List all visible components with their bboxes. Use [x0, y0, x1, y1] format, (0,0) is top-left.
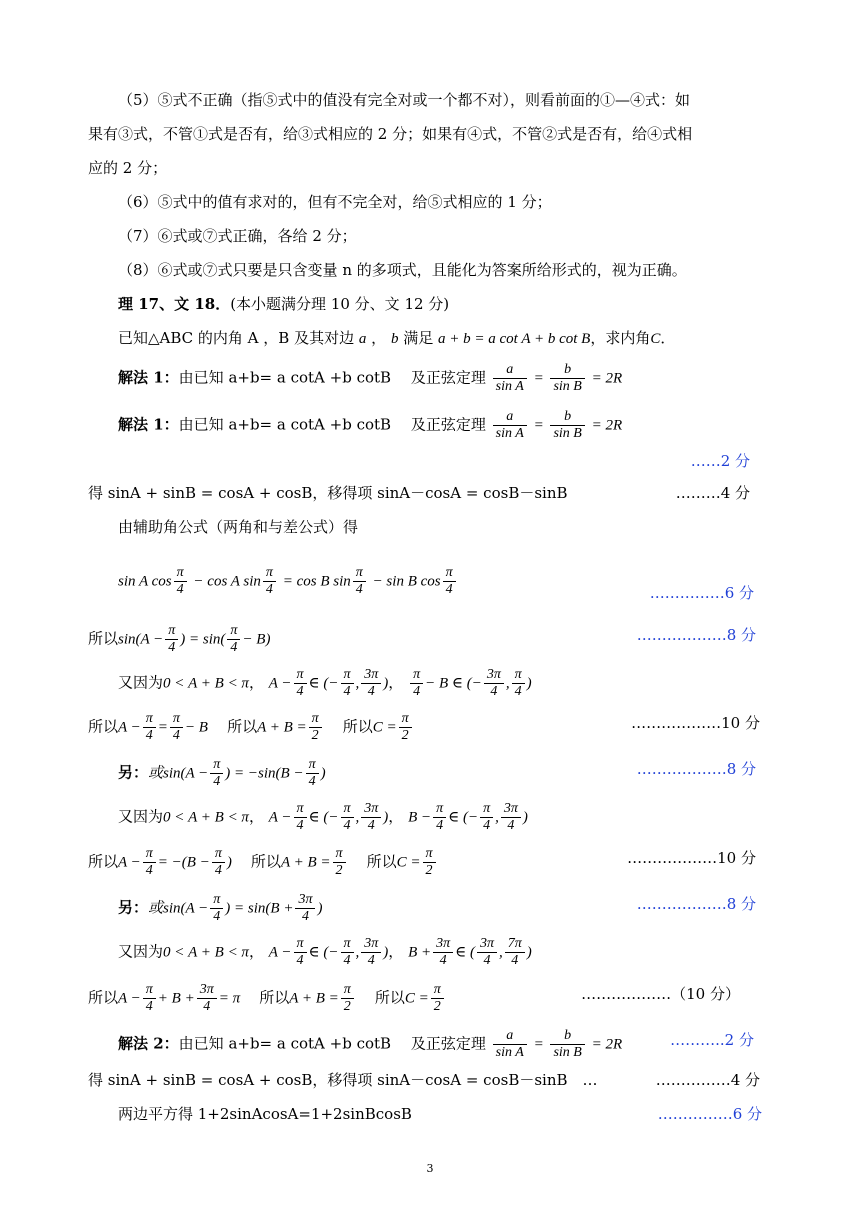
method1-given-2: 解法 1：由已知 a+b= a cotA +b cotB 及正弦定理 $\frac{a}{\text{sin A}}$ = $\frac{b}{\text{sin B}}$ = 2R — [118, 409, 623, 441]
comma-1: ， — [371, 329, 387, 347]
sine-law-frac-a-2: $\frac{a}{\text{sin A}}$ — [493, 409, 527, 442]
var-C: C — [650, 331, 661, 347]
note-5-line2: 果有③式，不管①式是否有，给③式相应的 2 分；如果有④式，不管②式是否有，给④式相 — [88, 125, 693, 143]
method2-score-4: ……………4 分 — [655, 1071, 760, 1089]
frac-pi-4: $\frac{\pi}{4}$ — [165, 623, 178, 656]
frac-pi-4: $\frac{\pi}{4}$ — [263, 565, 276, 598]
problem-number: 理 17、文 18． — [118, 295, 231, 313]
score-6: ……………6 分 — [649, 584, 754, 602]
method2-derive: 得 sinA + sinB = cosA + cosB，移得项 sinA－cosA = cosB－sinB … — [88, 1071, 598, 1089]
condition-equation: a + b = a cot A + b cot B — [438, 331, 591, 347]
method2-given: 解法 2：由已知 a+b= a cotA +b cotB 及正弦定理 $\frac{a}{\text{sin A}}$ = $\frac{b}{\text{sin B}}$ = 2R — [118, 1028, 623, 1060]
note-5-line1: （5）⑤式不正确（指⑤式中的值没有完全对或一个都不对），则看前面的①—④式：如 — [118, 91, 691, 109]
alt1-result: 所以A − $\frac{\pi}{4}$ = −(B − $\frac{\pi}{4}$ ) 所以A + B = $\frac{\pi}{2}$ 所以C = $\frac{\pi}{2}$ — [88, 846, 438, 879]
alt2-equation: 另：或sin(A − $\frac{\pi}{4}$ ) = sin(B + $\frac{3\pi}{4}$ ) — [118, 892, 323, 924]
method1-eq6: sin A cos $\frac{\pi}{4}$ − cos A sin $\frac{\pi}{4}$ = cos B sin $\frac{\pi}{4}$ − sin B cos $\frac{\pi}{4}$ — [118, 565, 458, 598]
method1-given-text: 由已知 a+b= a cotA +b cotB 及正弦定理 — [178, 368, 486, 387]
note-6: （6）⑤式中的值有求对的，但有不完全对，给⑤式相应的 1 分； — [118, 193, 552, 211]
method1-label-2: 解法 1： — [118, 415, 179, 434]
alt1-equation: 另：或sin(A − $\frac{\pi}{4}$ ) = −sin(B − $\frac{\pi}{4}$ ) — [118, 757, 326, 789]
frac-pi-4: $\frac{\pi}{4}$ — [227, 623, 240, 656]
alt2-score-8: ………………8 分 — [636, 895, 756, 913]
score-2: ……2 分 — [690, 452, 750, 470]
method1-result-1: 所以A − $\frac{\pi}{4}$ = $\frac{\pi}{4}$ − B 所以A + B = $\frac{\pi}{2}$ 所以C = $\frac{\pi}{2}$ — [88, 711, 414, 744]
statement-part-b: 满足 — [403, 329, 434, 347]
alt1-score-10: ………………10 分 — [627, 849, 756, 867]
var-b: b — [390, 331, 399, 347]
statement-part-c: ，求内角 — [590, 329, 651, 347]
page-number: 3 — [426, 1162, 434, 1175]
problem-points: (本小题满分理 10 分、文 12 分) — [230, 295, 450, 313]
var-a: a — [358, 331, 367, 347]
sine-law-frac-a: $\frac{a}{\text{sin A}}$ — [493, 362, 527, 395]
method1-derive: 得 sinA + sinB = cosA + cosB，移得项 sinA－cosA = cosB－sinB — [88, 484, 568, 502]
sine-law-rhs: = 2R — [591, 370, 623, 387]
alt2-range: 又因为0 < A + B < π， A − $\frac{\pi}{4}$ ∈ (− $\frac{\pi}{4}$ , $\frac{3\pi}{4}$ )， B + $\frac{3\pi}{4}$ ∈ ( $\frac{3\pi}{4}$ , $\frac{7\pi}{4}$ ) — [118, 936, 532, 968]
problem-header — [118, 294, 449, 314]
method1-given-text-2: 由已知 a+b= a cotA +b cotB 及正弦定理 — [178, 415, 486, 434]
method2-label: 解法 2： — [118, 1034, 179, 1053]
frac-pi-4: $\frac{\pi}{4}$ — [353, 565, 366, 598]
note-5-line3: 应的 2 分； — [88, 159, 168, 177]
note-7: （7）⑥式或⑦式正确，各给 2 分； — [118, 227, 357, 245]
statement-part-a: 已知△ABC 的内角 A ，B 及其对边 — [118, 329, 355, 347]
note-8: （8）⑥式或⑦式只要是只含变量 n 的多项式，且能化为答案所给形式的，视为正确。 — [118, 261, 687, 279]
method1-aux: 由辅助角公式（两角和与差公式）得 — [118, 518, 359, 536]
method1-eq8: 所以sin(A − $\frac{\pi}{4}$ ) = sin( $\frac{\pi}{4}$ − B) — [88, 623, 271, 655]
method2-square: 两边平方得 1+2sinAcosA=1+2sinBcosB — [118, 1105, 412, 1123]
alt1-score-8: ………………8 分 — [636, 760, 756, 778]
sine-law-rhs-2: = 2R — [591, 417, 623, 434]
alt1-range: 又因为0 < A + B < π， A − $\frac{\pi}{4}$ ∈ (− $\frac{\pi}{4}$ , $\frac{3\pi}{4}$ )， B − $\frac{\pi}{4}$ ∈ (− $\frac{\pi}{4}$ , $\frac{3\pi}{4}$ ) — [118, 801, 528, 833]
method1-label: 解法 1： — [118, 368, 179, 387]
frac-pi-4: $\frac{\pi}{4}$ — [174, 565, 187, 598]
method1-given-1: 解法 1：由已知 a+b= a cotA +b cotB 及正弦定理 $\frac{a}{\text{sin A}}$ = $\frac{b}{\text{sin B}}$ = 2R — [118, 362, 623, 394]
score-4: ………4 分 — [675, 484, 750, 502]
frac-pi-4: $\frac{\pi}{4}$ — [443, 565, 456, 598]
score-8: ………………8 分 — [636, 626, 756, 644]
method1-range-1: 又因为0 < A + B < π， A − $\frac{\pi}{4}$ ∈ (− $\frac{\pi}{4}$ , $\frac{3\pi}{4}$ )， $\frac{\pi}{4}$ − B ∈ (− $\frac{3\pi}{4}$ , $\frac{\pi}{4}$ ) — [118, 667, 532, 699]
method2-score-6: ……………6 分 — [657, 1105, 762, 1123]
sine-law-frac-b: $\frac{b}{\text{sin B}}$ — [550, 362, 584, 395]
method2-score-2: ………..2 分 — [670, 1031, 754, 1049]
method2-sine-law-frac-a: $\frac{a}{\text{sin A}}$ — [493, 1028, 527, 1061]
sine-law-frac-b-2: $\frac{b}{\text{sin B}}$ — [550, 409, 584, 442]
method2-sine-law-frac-b: $\frac{b}{\text{sin B}}$ — [550, 1028, 584, 1061]
problem-statement — [118, 328, 675, 349]
alt2-result: 所以A − $\frac{\pi}{4}$ + B + $\frac{3\pi}{4}$ = π 所以A + B = $\frac{\pi}{2}$ 所以C = $\frac{\pi}{2}$ — [88, 982, 446, 1015]
score-10: ………………10 分 — [631, 714, 760, 732]
alt2-score-10: ………………（10 分） — [581, 985, 740, 1003]
period: ． — [660, 329, 676, 347]
